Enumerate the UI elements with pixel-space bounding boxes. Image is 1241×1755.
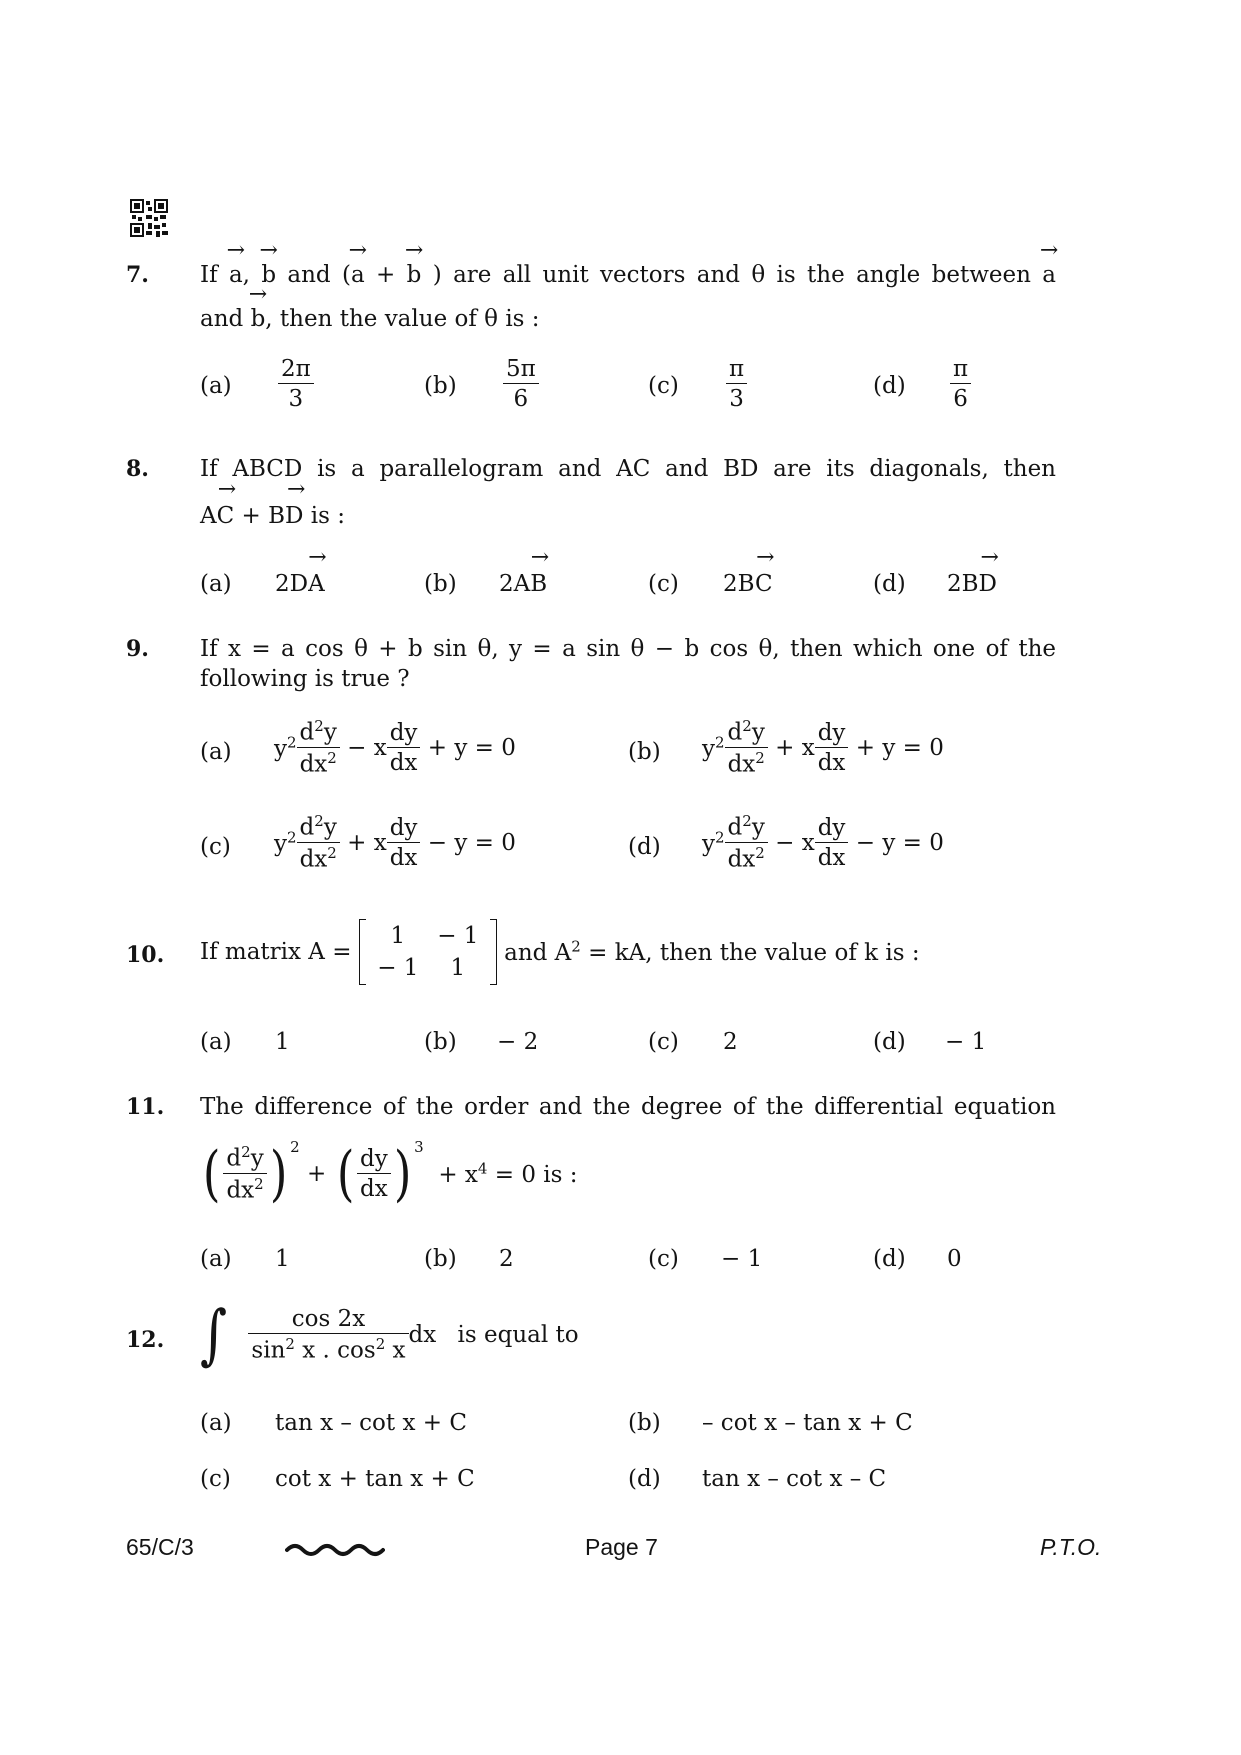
question-11-line-1: The difference of the order and the degree of the differential equation — [200, 1094, 1056, 1120]
option-label: (b) — [424, 373, 457, 399]
option-label: (d) — [628, 834, 661, 860]
question-number: 12. — [126, 1327, 165, 1353]
option-label: (d) — [873, 1029, 906, 1055]
option-value: 2→ DA — [275, 571, 325, 597]
wave-decoration-icon — [285, 1538, 385, 1556]
option-value: – cot x – tan x + C — [702, 1410, 913, 1436]
option-value: 1 — [275, 1029, 290, 1055]
matrix: 1 − 1 − 1 1 — [359, 919, 497, 985]
option-label: (a) — [200, 1029, 232, 1055]
question-9-line-2: following is true ? — [200, 666, 410, 692]
please-turn-over: P.T.O. — [1040, 1534, 1102, 1560]
option-value: 2→ BD — [947, 571, 997, 597]
option-label: (c) — [648, 571, 679, 597]
option-expression: $y^2$ $\frac{d^2y}{dx^2}$ − x $\frac{dy}{dx}$ + y = 0 — [274, 717, 516, 778]
option-label: (c) — [200, 834, 231, 860]
option-value: 0 — [947, 1246, 962, 1272]
option-label: (c) — [200, 1466, 231, 1492]
question-8-line-1: If ABCD is a parallelogram and AC and BD are its diagonals, then — [200, 456, 1056, 482]
option-label: (a) — [200, 1410, 232, 1436]
option-fraction: $\frac{5\pi}{6}$ — [503, 356, 539, 413]
option-value: 1 — [275, 1246, 290, 1272]
option-expression: $y^2$ $\frac{d^2y}{dx^2}$ + x $\frac{dy}{dx}$ − y = 0 — [274, 812, 516, 873]
question-number: 11. — [126, 1094, 165, 1120]
question-9-line-1: If x = a cos θ + b sin θ, y = a sin θ − b cos θ, then which one of the — [200, 636, 1056, 662]
option-label: (d) — [873, 571, 906, 597]
option-label: (b) — [424, 571, 457, 597]
option-fraction: $\frac{2\pi}{3}$ — [278, 356, 314, 413]
option-label: (b) — [628, 1410, 661, 1436]
option-value: 2 — [499, 1246, 514, 1272]
option-label: (a) — [200, 1246, 232, 1272]
question-number: 10. — [126, 942, 165, 968]
question-11-equation: ( $\frac{d^2y}{dx^2}$ ) $^2$ + ( $\frac{dy}{dx}$ ) $^3 + x^4 = 0$ is : — [202, 1138, 578, 1209]
option-value: − 2 — [497, 1029, 539, 1055]
option-value: − 1 — [945, 1029, 987, 1055]
option-value: 2→ BC — [723, 571, 773, 597]
option-label: (c) — [648, 1246, 679, 1272]
option-value: tan x – cot x – C — [702, 1466, 887, 1492]
option-label: (d) — [628, 1466, 661, 1492]
option-value: tan x – cot x + C — [275, 1410, 467, 1436]
option-expression: $y^2$ $\frac{d^2y}{dx^2}$ + x $\frac{dy}{dx}$ + y = 0 — [702, 717, 944, 778]
option-label: (a) — [200, 739, 232, 765]
question-number: 9. — [126, 636, 149, 662]
option-value: − 1 — [721, 1246, 763, 1272]
question-7-line-1: If → a, → b and (→ a + → b ) are all unit vectors and θ is the angle between → a — [200, 262, 1056, 288]
option-value: 2→ AB — [499, 571, 547, 597]
question-8-line-2: → AC + → BD is : — [200, 503, 345, 529]
option-label: (d) — [873, 1246, 906, 1272]
option-fraction: $\frac{\pi}{6}$ — [950, 356, 971, 413]
question-number: 7. — [126, 262, 149, 288]
option-label: (c) — [648, 373, 679, 399]
option-value: cot x + tan x + C — [275, 1466, 475, 1492]
integral-sign: ∫ — [200, 1297, 228, 1373]
option-fraction: $\frac{\pi}{3}$ — [726, 356, 747, 413]
option-value: 2 — [723, 1029, 738, 1055]
option-label: (b) — [424, 1029, 457, 1055]
option-label: (a) — [200, 571, 232, 597]
question-7-line-2: and → b, then the value of θ is : — [200, 306, 540, 332]
option-label: (c) — [648, 1029, 679, 1055]
option-label: (b) — [628, 739, 661, 765]
option-label: (a) — [200, 373, 232, 399]
option-label: (b) — [424, 1246, 457, 1272]
question-number: 8. — [126, 456, 149, 482]
page-number: Page 7 — [585, 1534, 658, 1560]
question-10-text: If matrix A = 1 − 1 − 1 1 and $A^2$ = kA, then the value of k is : — [200, 919, 920, 985]
paper-code: 65/C/3 — [126, 1534, 194, 1560]
option-expression: $y^2$ $\frac{d^2y}{dx^2}$ − x $\frac{dy}{dx}$ − y = 0 — [702, 812, 944, 873]
option-label: (d) — [873, 373, 906, 399]
qr-code-icon — [130, 199, 168, 237]
question-12-integral: ∫ $\frac{\cos 2x}{\sin^2 x . \cos^2 x}$ dx is equal to — [200, 1297, 579, 1373]
